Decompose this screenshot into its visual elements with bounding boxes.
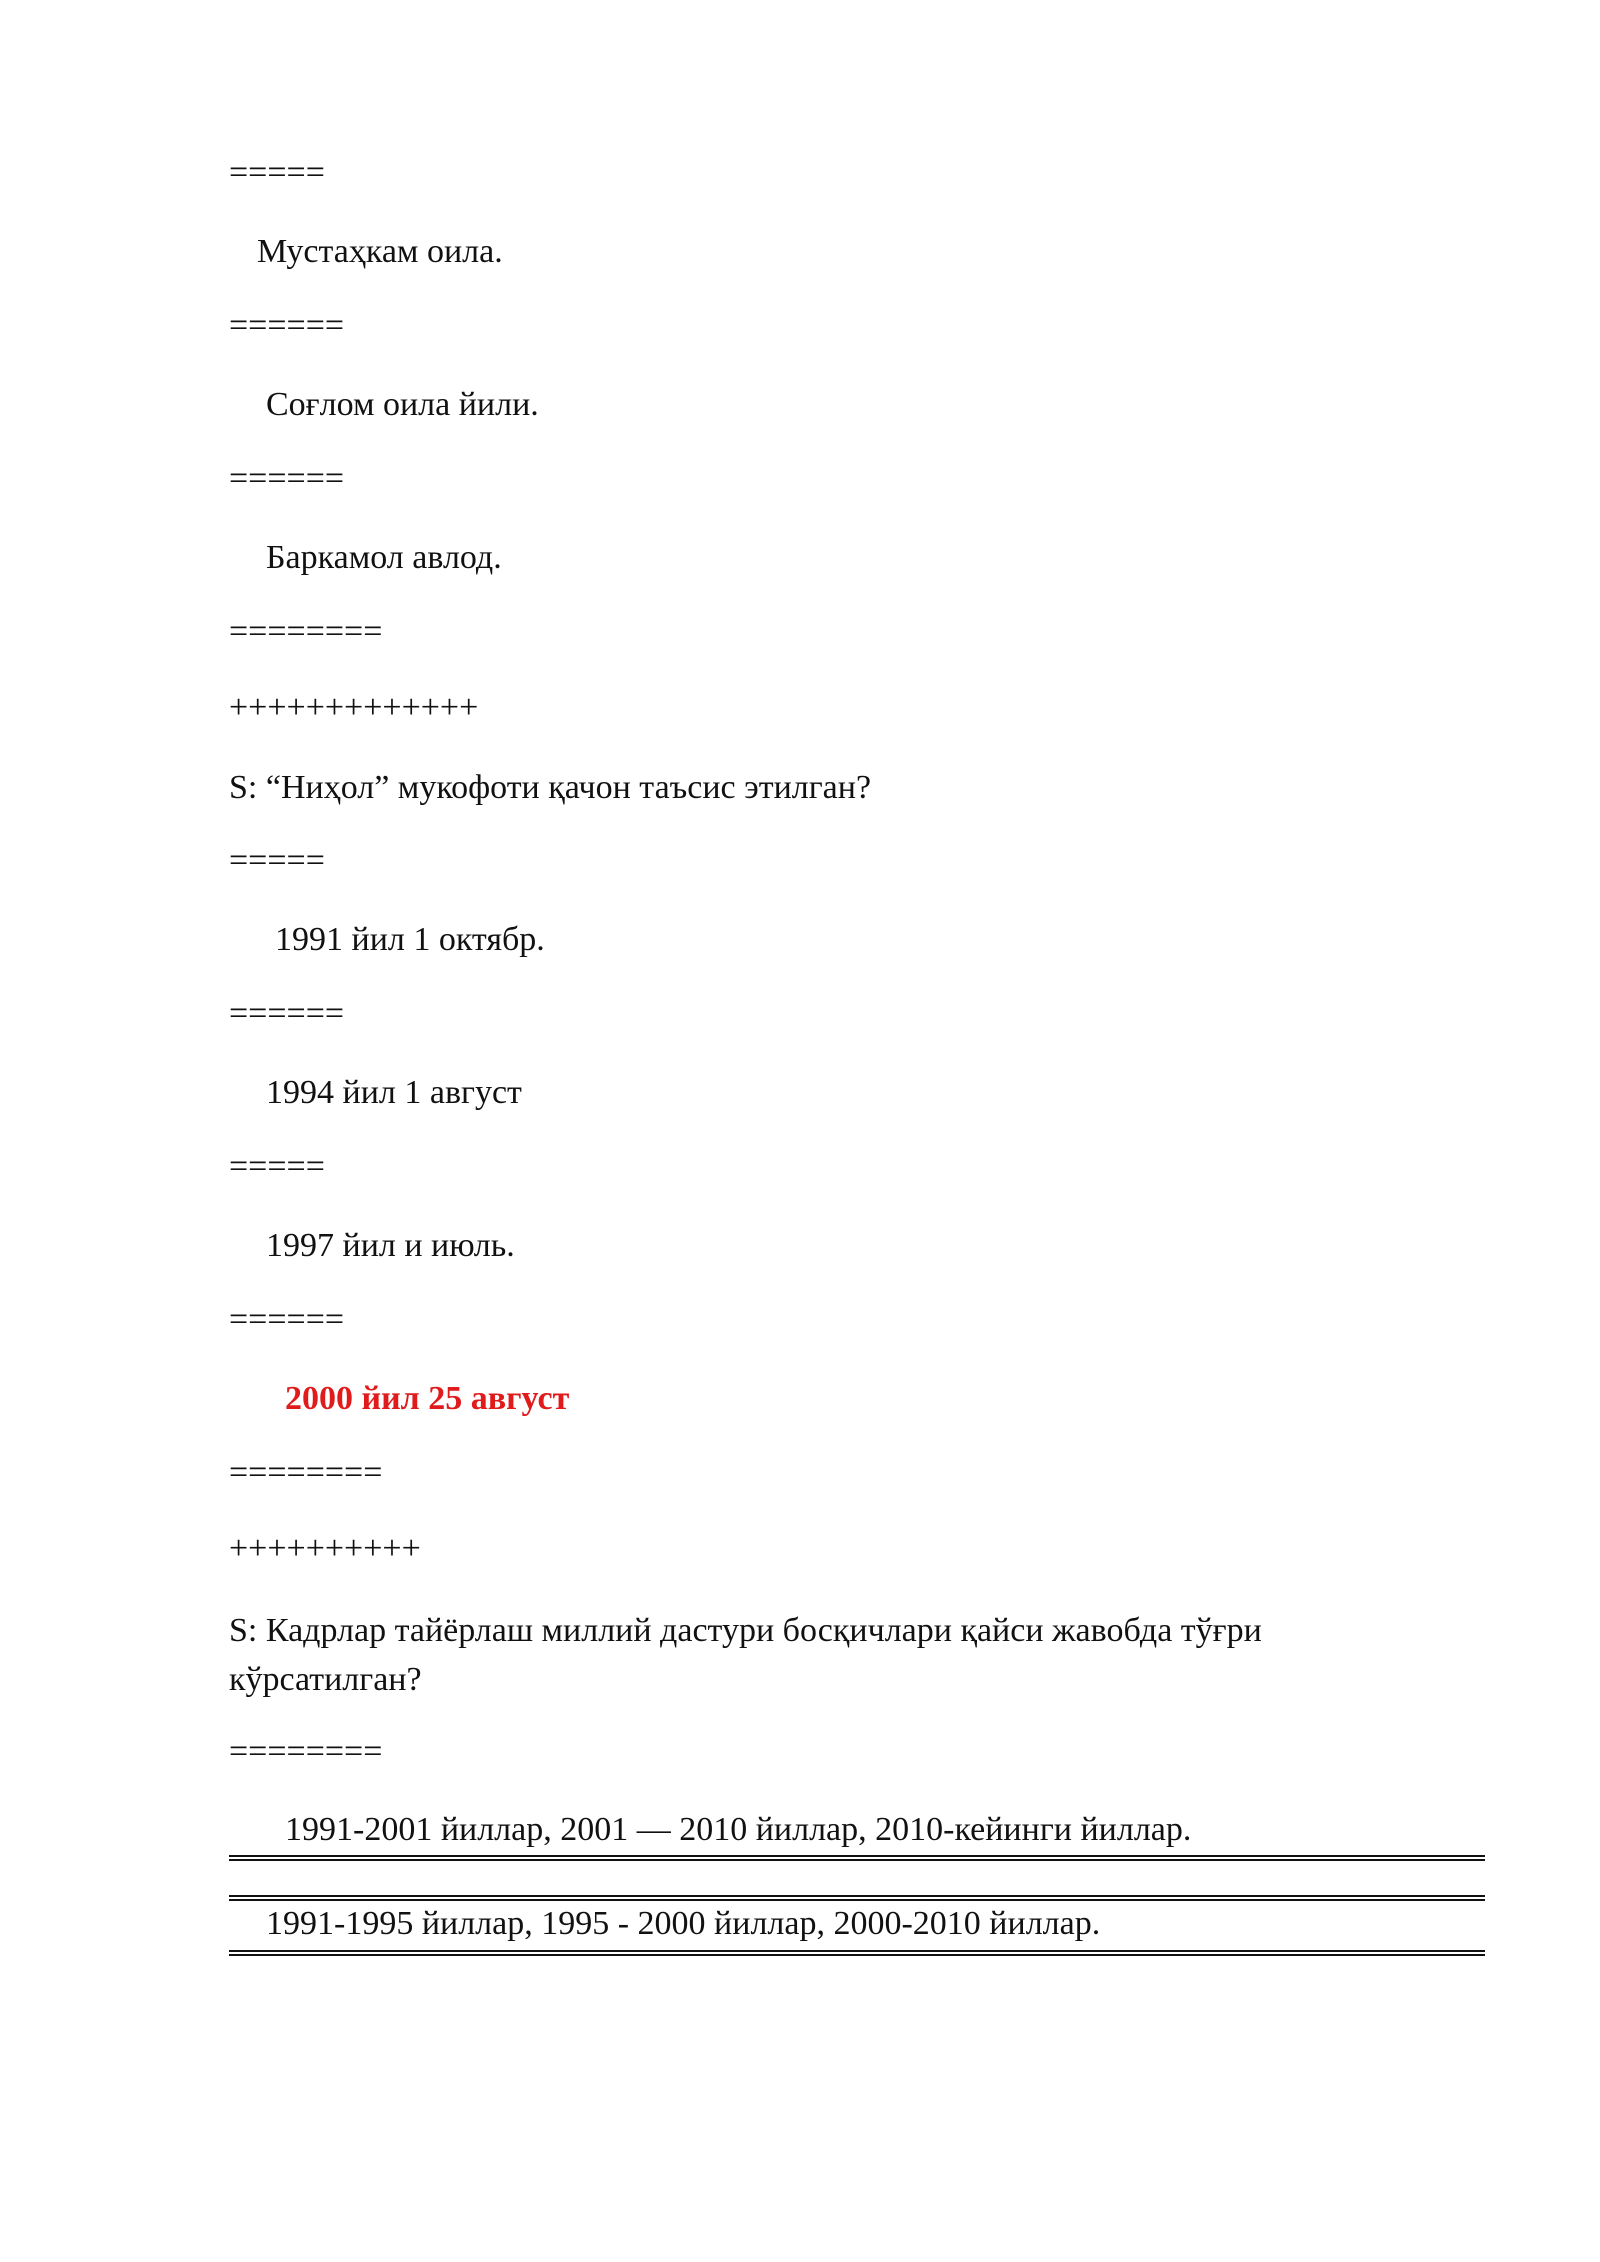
separator: ===== [229,842,325,879]
answer-option: 1991 йил 1 октябр. [275,921,545,958]
separator: ===== [229,1148,325,1185]
answer-option: 1991-2001 йиллар, 2001 — 2010 йиллар, 2010-кейинги йиллар. [285,1811,1192,1848]
answer-option: Баркамол авлод. [266,539,502,576]
question-text: S: Кадрлар тайёрлаш миллий дастури босқичлари қайси жавобда тўғри кўрсатилган? [229,1612,1262,1698]
question-delimiter: ++++++++++ [229,1530,421,1567]
answer-option: 1994 йил 1 август [266,1074,522,1111]
answer-option: Мустаҳкам оила. [257,233,503,270]
question-delimiter: +++++++++++++ [229,689,479,726]
separator: ====== [229,995,345,1032]
double-rule [229,1895,1485,1901]
double-rule [229,1855,1485,1861]
question-text: S: “Ниҳол” мукофоти қачон таъсис этилган? [229,769,872,806]
separator: ======== [229,1454,383,1491]
separator: ====== [229,460,345,497]
answer-option: Соғлом оила йили. [266,386,539,423]
double-rule [229,1950,1485,1956]
correct-answer-option: 2000 йил 25 август [285,1380,570,1417]
answer-option: 1991-1995 йиллар, 1995 - 2000 йиллар, 2000-2010 йиллар. [266,1905,1101,1942]
separator: ====== [229,307,345,344]
separator: ======== [229,613,383,650]
separator: ======== [229,1733,383,1770]
separator: ====== [229,1301,345,1338]
answer-option: 1997 йил и июль. [266,1227,515,1264]
separator: ===== [229,154,325,191]
